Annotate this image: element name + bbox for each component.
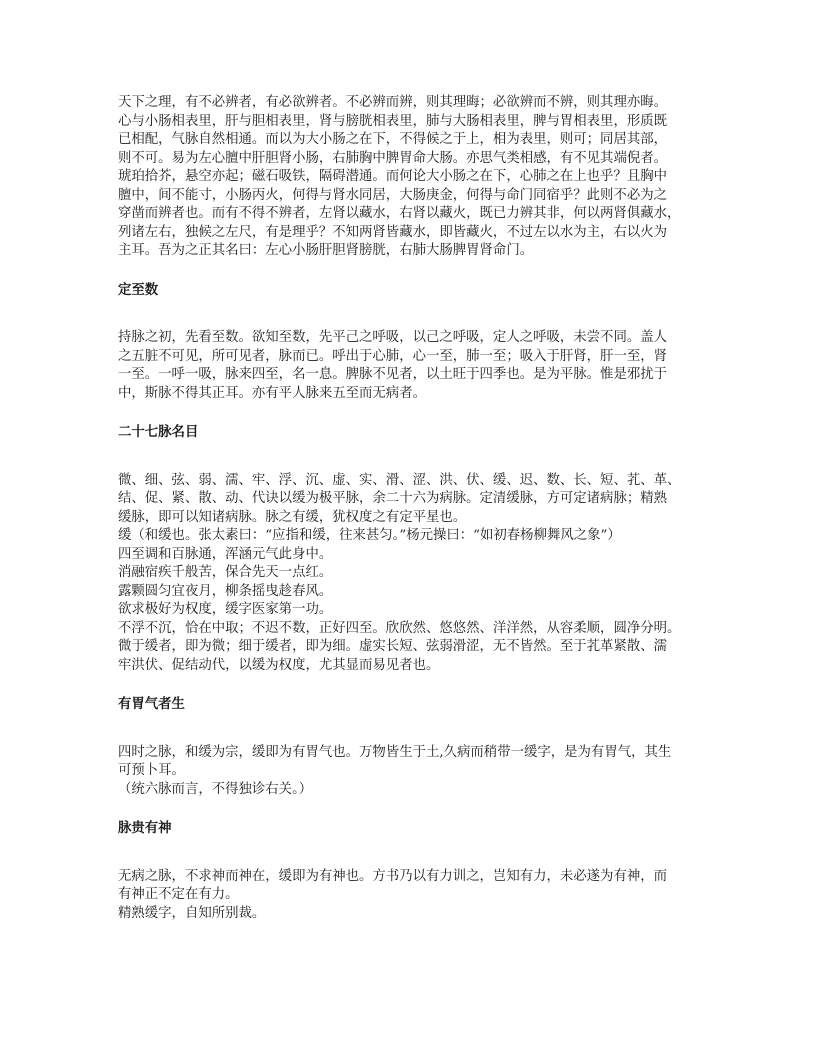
- text-line: 持脉之初，先看至数。欲知至数，先平己之呼吸，以己之呼吸，定人之呼吸，未尝不同。盖人: [118, 330, 668, 345]
- text-line: 精熟缓字，自知所别裁。: [118, 905, 266, 921]
- section-heading-pulse-count: 定至数: [118, 281, 159, 298]
- text-line: 缓脉，即可以知诸病脉。脉之有缓，犹权度之有定平星也。: [118, 509, 467, 525]
- text-line: 琥珀拾芥，悬空亦起；磁石吸铁，隔碍潜通。而何论大小肠之在下，心肺之在上也乎？且胸中: [118, 169, 668, 184]
- stomach-qi-paragraph: [118, 744, 698, 800]
- text-line: 心与小肠相表里，肝与胆相表里，肾与膀胱相表里，肺与大肠相表里，脾与胃相表里，形质既: [118, 113, 668, 129]
- text-line: 之五脏不可见，所可见者，脉而已。呼出于心肺，心一至，肺一至；吸入于肝肾，肝一至，肾: [118, 348, 668, 364]
- pulse-names-paragraph: [118, 472, 698, 676]
- section-heading-pulse-names: 二十七脉名目: [118, 424, 199, 440]
- text-line: 不浮不沉，恰在中取；不迟不数，正好四至。欣欣然、悠悠然、洋洋然，从容柔顺，圆净分明。: [118, 620, 681, 636]
- section-heading-stomach-qi: 有胃气者生: [118, 696, 185, 712]
- text-line: 微于缓者，即为微；细于缓者，即为细。虚实长短、弦弱滑涩，无不皆然。至于芤革紧散、濡: [118, 639, 668, 654]
- text-line: 可预卜耳。: [118, 763, 185, 778]
- document-page: [118, 94, 698, 923]
- text-line: 无病之脉，不求神而神在，缓即为有神也。方书乃以有力训之，岂知有力，未必遂为有神，而: [118, 868, 668, 884]
- text-line: 膻中，间不能寸，小肠丙火，何得与肾水同居，大肠庚金，何得与命门同宿乎？此则不必为之: [118, 187, 668, 203]
- text-line: （统六脉而言，不得独诊右关。）: [118, 781, 313, 797]
- text-line: 已相配，气脉自然相通。而以为大小肠之在下，不得候之于上，相为表里，则可；同居其部，: [118, 132, 668, 147]
- text-line: 列诸左右，独候之左尺，有是理乎？不知两肾皆藏水，即皆藏火，不过左以水为主，右以火为: [118, 224, 668, 240]
- text-line: 穿凿而辨者也。而有不得不辨者，左肾以藏水，右肾以藏火，既已力辨其非，何以两肾俱藏水，: [118, 206, 681, 221]
- verse-line: 露颗圆匀宜夜月，柳条摇曳趁春风。: [118, 583, 333, 599]
- text-line: 牢洪伏、促结动代，以缓为权度，尤其显而易见者也。: [118, 657, 440, 673]
- text-line: 主耳。吾为之正其名曰：左心小肠肝胆肾膀胱，右肺大肠脾胃肾命门。: [118, 243, 534, 258]
- text-line: 则不可。易为左心膻中肝胆肾小肠，右肺胸中脾胃命大肠。亦思气类相感，有不见其端倪者。: [118, 150, 668, 166]
- text-line: 结、促、紧、散、动、代诀以缓为极平脉，余二十六为病脉。定清缓脉，方可定诸病脉；精熟: [118, 491, 668, 506]
- intro-paragraph: [118, 94, 698, 261]
- verse-line: 消融宿疾千般苦，保合先天一点红。: [118, 565, 333, 580]
- text-line: 天下之理，有不必辨者，有必欲辨者。不必辨而辨，则其理晦；必欲辨而不辨，则其理亦晦。: [118, 95, 668, 110]
- text-line: 四时之脉，和缓为宗，缓即为有胃气也。万物皆生于土,久病而稍带一缓字，是为有胃气，其生: [118, 744, 672, 760]
- text-line: 微、细、弦、弱、濡、牢、浮、沉、虚、实、滑、涩、洪、伏、缓、迟、数、长、短、芤、革、: [118, 472, 681, 488]
- text-line: 一至。一呼一吸，脉来四至，名一息。脾脉不见者，以土旺于四季也。是为平脉。惟是邪扰于: [118, 367, 668, 382]
- section-heading-pulse-spirit: 脉贵有神: [118, 820, 172, 836]
- verse-line: 欲求极好为权度，缓字医家第一功。: [118, 602, 333, 617]
- text-line: 中，斯脉不得其正耳。亦有平人脉来五至而无病者。: [118, 385, 426, 401]
- verse-line: 四至调和百脉通，浑涵元气此身中。: [118, 546, 333, 562]
- pulse-spirit-paragraph: [118, 868, 698, 924]
- pulse-count-paragraph: [118, 329, 698, 403]
- text-line: 缓（和缓也。张太素曰：“应指和缓，往来甚匀。”杨元操曰：“如初春杨柳舞风之象”）: [118, 528, 621, 543]
- text-line: 有神正不定在有力。: [118, 887, 239, 902]
